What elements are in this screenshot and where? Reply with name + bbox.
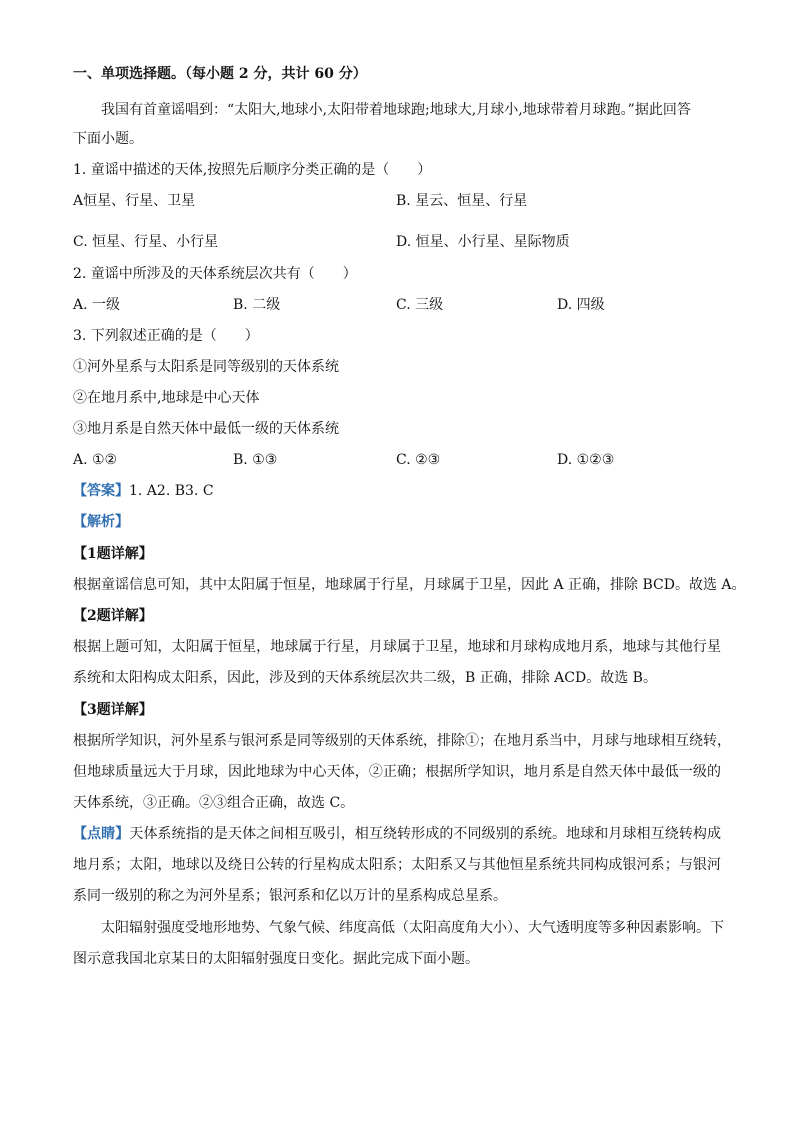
section-heading: 一、单项选择题。（每小题 2 分，共计 60 分） (73, 66, 367, 82)
question-3-stem: 3. 下列叙述正确的是（ ） (73, 328, 259, 344)
q3-option-c: C. ②③ (396, 452, 441, 468)
q3-option-d: D. ①②③ (557, 452, 615, 468)
detail-3-line3: 天体系统，③正确。②③组合正确，故选 C。 (73, 795, 355, 811)
q1-option-b: B. 星云、恒星、行星 (396, 193, 528, 209)
q2-option-a: A. 一级 (73, 297, 121, 313)
tip-label: 【点睛】 (73, 826, 130, 842)
answer-text: 1. A2. B3. C (129, 483, 214, 499)
q3-statement-1: ①河外星系与太阳系是同等级别的天体系统 (73, 359, 339, 375)
q3-option-a: A. ①② (73, 452, 118, 468)
q1-option-a: A恒星、行星、卫星 (73, 193, 196, 209)
analysis-label: 【解析】 (73, 514, 129, 530)
passage2-line2: 图示意我国北京某日的太阳辐射强度日变化。据此完成下面小题。 (73, 951, 479, 967)
passage1-line2: 下面小题。 (73, 131, 143, 147)
question-1-stem: 1. 童谣中描述的天体,按照先后顺序分类正确的是（ ） (73, 162, 432, 178)
q2-option-c: C. 三级 (396, 297, 444, 313)
q2-option-b: B. 二级 (233, 297, 281, 313)
q3-statement-2: ②在地月系中,地球是中心天体 (73, 390, 260, 406)
tip-line2: 地月系；太阳，地球以及绕日公转的行星构成太阳系；太阳系又与其他恒星系统共同构成银河系；与银河 (73, 857, 721, 873)
q2-option-d: D. 四级 (557, 297, 605, 313)
detail-2-line2: 系统和太阳构成太阳系，因此，涉及到的天体系统层次共二级，B 正确，排除 ACD。故选 B。 (73, 670, 657, 686)
answer-line (73, 481, 214, 501)
detail-2-line1: 根据上题可知，太阳属于恒星，地球属于行星，月球属于卫星，地球和月球构成地月系，地球与其他行星 (73, 639, 721, 655)
detail-1-label: 【1题详解】 (73, 546, 153, 562)
detail-1-text: 根据童谣信息可知，其中太阳属于恒星，地球属于行星，月球属于卫星，因此 A 正确，排除 BCD。故选 A。 (73, 577, 746, 593)
detail-3-label: 【3题详解】 (73, 702, 153, 718)
tip-line3: 系同一级别的称之为河外星系；银河系和亿以万计的星系构成总星系。 (73, 888, 507, 904)
q1-option-d: D. 恒星、小行星、星际物质 (396, 234, 570, 250)
tip-text-1: 天体系统指的是天体之间相互吸引，相互绕转形成的不同级别的系统。地球和月球相互绕转构成 (129, 826, 722, 842)
tip-line1 (73, 824, 721, 844)
detail-3-line2: 但地球质量远大于月球，因此地球为中心天体，②正确；根据所学知识，地月系是自然天体中最低一级的 (73, 764, 721, 780)
q1-option-c: C. 恒星、行星、小行星 (73, 234, 219, 250)
q3-option-b: B. ①③ (233, 452, 278, 468)
detail-2-label: 【2题详解】 (73, 608, 153, 624)
q3-statement-3: ③地月系是自然天体中最低一级的天体系统 (73, 421, 339, 437)
passage1-line1: 我国有首童谣唱到：“太阳大,地球小,太阳带着地球跑;地球大,月球小,地球带着月球跑。”据此回答 (101, 102, 691, 118)
answer-label: 【答案】 (73, 483, 129, 499)
question-2-stem: 2. 童谣中所涉及的天体系统层次共有（ ） (73, 266, 357, 282)
detail-3-line1: 根据所学知识，河外星系与银河系是同等级别的天体系统，排除①；在地月系当中，月球与地球相互绕转， (73, 733, 731, 749)
passage2-line1: 太阳辐射强度受地形地势、气象气候、纬度高低（太阳高度角大小）、大气透明度等多种因素影响。下 (101, 920, 724, 936)
